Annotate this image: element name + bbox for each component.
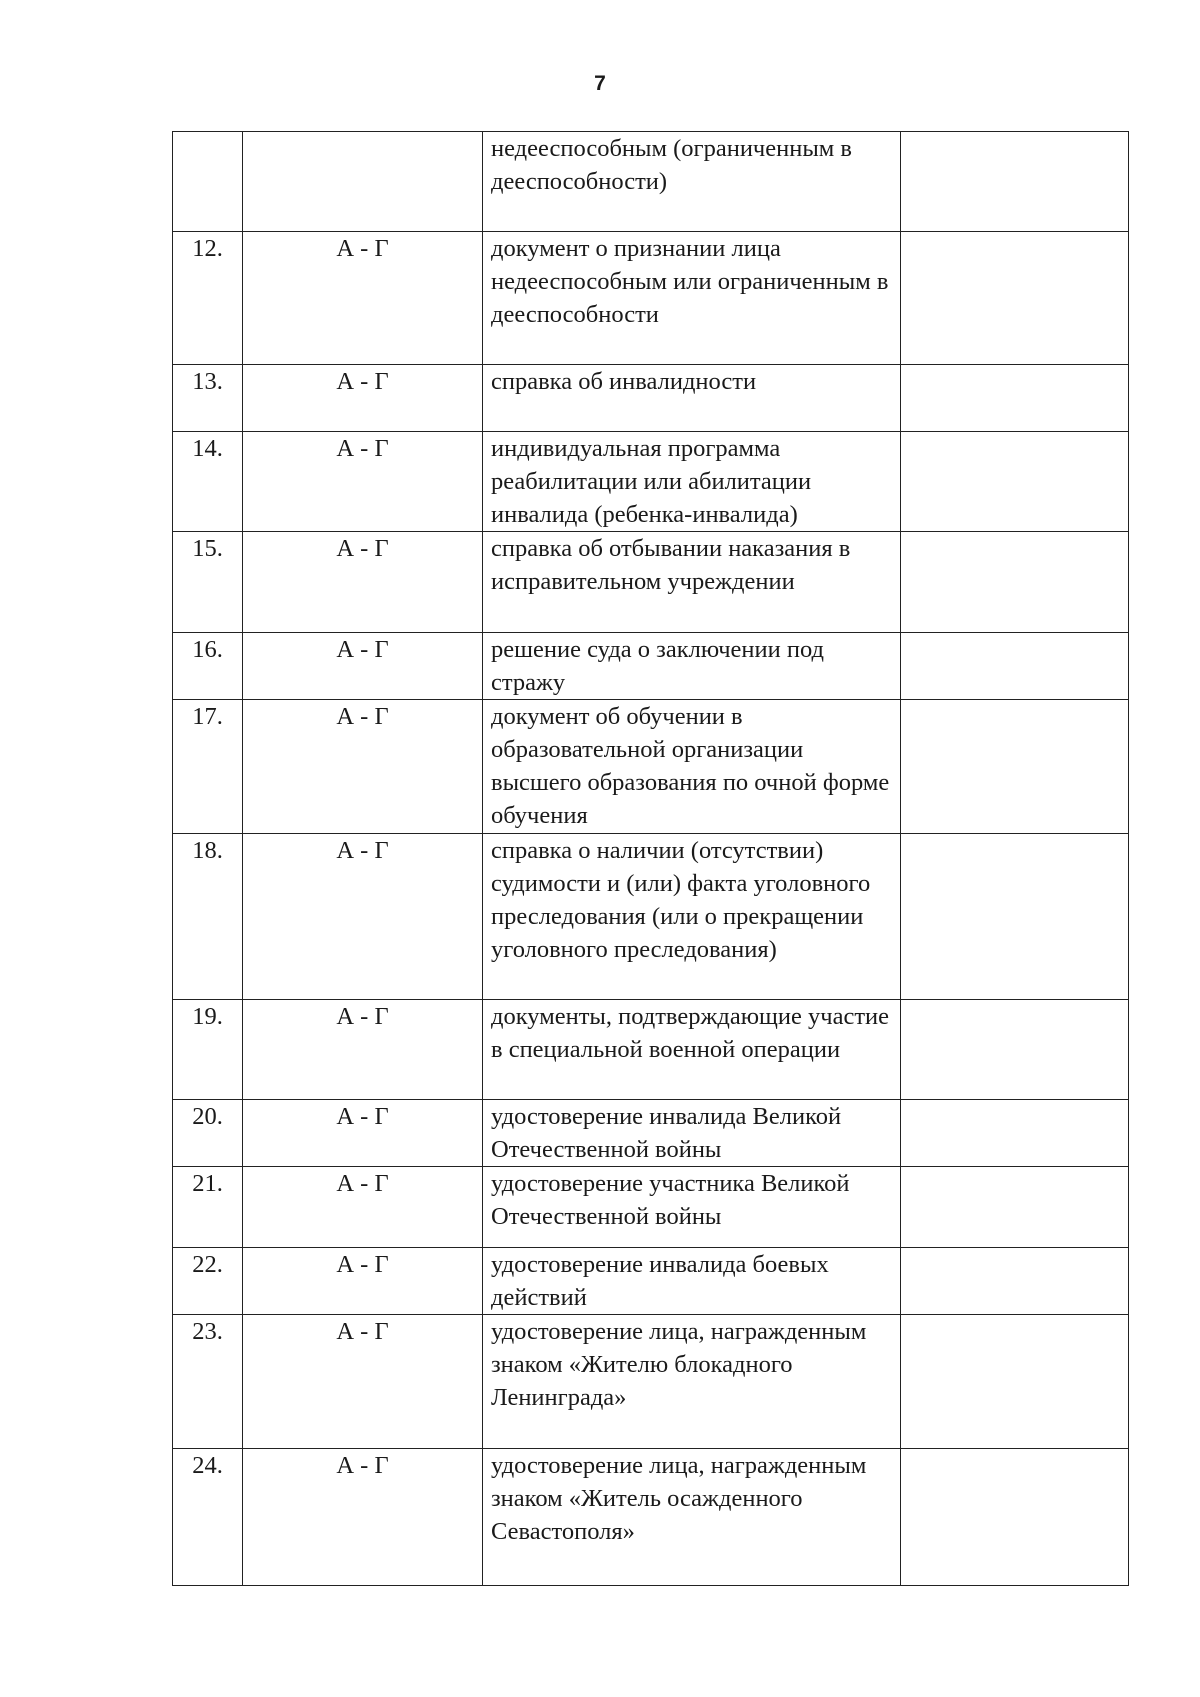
row-code: А - Г — [243, 633, 483, 700]
row-number: 23. — [173, 1315, 243, 1449]
row-document: удостоверение лица, награжденным знаком «Жителю блокадного Ленинграда» — [483, 1315, 901, 1449]
row-code: А - Г — [243, 532, 483, 633]
row-number: 20. — [173, 1100, 243, 1167]
row-document: удостоверение лица, награжденным знаком «Житель осажденного Севастополя» — [483, 1449, 901, 1586]
row-code: А - Г — [243, 432, 483, 532]
row-empty-cell — [901, 365, 1129, 432]
table-row — [173, 633, 1129, 700]
row-document: справка об инвалидности — [483, 365, 901, 432]
table-row — [173, 1100, 1129, 1167]
row-empty-cell — [901, 1248, 1129, 1315]
row-code — [243, 132, 483, 232]
row-empty-cell — [901, 700, 1129, 834]
row-code: А - Г — [243, 365, 483, 432]
row-number: 24. — [173, 1449, 243, 1586]
row-code: А - Г — [243, 232, 483, 365]
row-code: А - Г — [243, 1100, 483, 1167]
table-row — [173, 700, 1129, 834]
table-row — [173, 532, 1129, 633]
row-empty-cell — [901, 232, 1129, 365]
row-number: 15. — [173, 532, 243, 633]
row-document: справка о наличии (отсутствии) судимости и (или) факта уголовного преследования (или о прекращении уголовного преследования) — [483, 834, 901, 1000]
table-row — [173, 1167, 1129, 1248]
table-row — [173, 1000, 1129, 1100]
page-number: 7 — [594, 72, 606, 95]
row-code: А - Г — [243, 700, 483, 834]
row-code: А - Г — [243, 1315, 483, 1449]
row-number: 18. — [173, 834, 243, 1000]
table-row — [173, 1248, 1129, 1315]
row-document: документ об обучении в образовательной организации высшего образования по очной форме обучения — [483, 700, 901, 834]
row-number: 16. — [173, 633, 243, 700]
row-document: удостоверение инвалида боевых действий — [483, 1248, 901, 1315]
row-empty-cell — [901, 1000, 1129, 1100]
table-row — [173, 232, 1129, 365]
row-empty-cell — [901, 1449, 1129, 1586]
row-number: 17. — [173, 700, 243, 834]
row-document: решение суда о заключении под стражу — [483, 633, 901, 700]
table-row — [173, 365, 1129, 432]
row-empty-cell — [901, 532, 1129, 633]
row-code: А - Г — [243, 1000, 483, 1100]
row-empty-cell — [901, 633, 1129, 700]
documents-table — [172, 131, 1129, 1586]
row-document: индивидуальная программа реабилитации или абилитации инвалида (ребенка-инвалида) — [483, 432, 901, 532]
row-code: А - Г — [243, 1248, 483, 1315]
table-row — [173, 432, 1129, 532]
row-document: документ о признании лица недееспособным или ограниченным в дееспособности — [483, 232, 901, 365]
row-number: 22. — [173, 1248, 243, 1315]
row-empty-cell — [901, 132, 1129, 232]
row-number: 21. — [173, 1167, 243, 1248]
row-document: недееспособным (ограниченным в дееспособности) — [483, 132, 901, 232]
row-code: А - Г — [243, 1449, 483, 1586]
row-empty-cell — [901, 1315, 1129, 1449]
row-document: справка об отбывании наказания в исправительном учреждении — [483, 532, 901, 633]
row-empty-cell — [901, 1100, 1129, 1167]
row-number: 12. — [173, 232, 243, 365]
row-empty-cell — [901, 834, 1129, 1000]
table-row — [173, 132, 1129, 232]
table-row — [173, 1449, 1129, 1586]
row-number: 13. — [173, 365, 243, 432]
row-code: А - Г — [243, 1167, 483, 1248]
table-row — [173, 1315, 1129, 1449]
row-number: 19. — [173, 1000, 243, 1100]
row-empty-cell — [901, 432, 1129, 532]
row-code: А - Г — [243, 834, 483, 1000]
row-document: удостоверение участника Великой Отечественной войны — [483, 1167, 901, 1248]
row-number: 14. — [173, 432, 243, 532]
row-document: документы, подтверждающие участие в специальной военной операции — [483, 1000, 901, 1100]
row-number — [173, 132, 243, 232]
row-document: удостоверение инвалида Великой Отечественной войны — [483, 1100, 901, 1167]
row-empty-cell — [901, 1167, 1129, 1248]
table-row — [173, 834, 1129, 1000]
